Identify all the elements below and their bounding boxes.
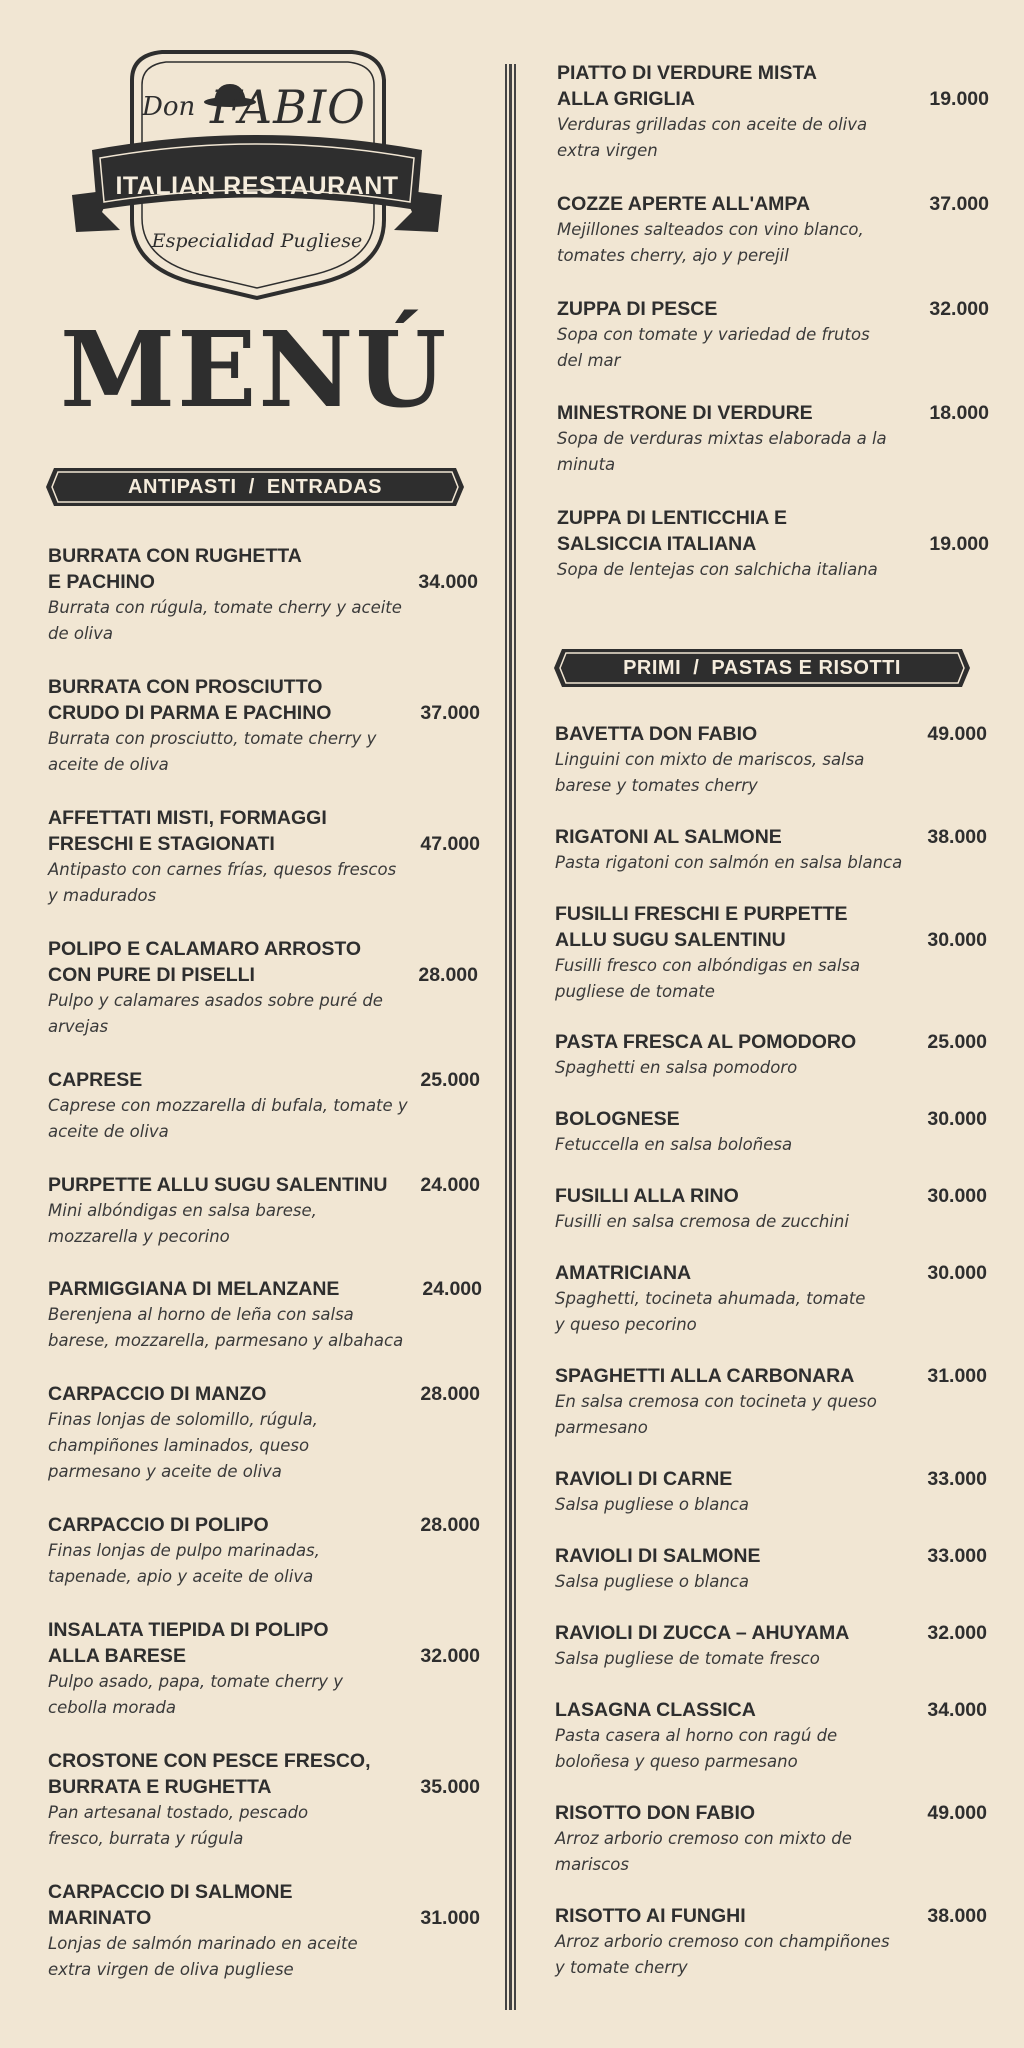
- menu-item: [555, 1363, 987, 1441]
- menu-item: [555, 1260, 987, 1338]
- item-price: 35.000: [420, 1776, 480, 1798]
- item-description: Sopa de lentejas con salchicha italiana: [557, 560, 878, 579]
- item-price: 31.000: [927, 1365, 987, 1387]
- item-name: PARMIGGIANA DI MELANZANE: [48, 1278, 340, 1300]
- item-price: 24.000: [422, 1278, 482, 1300]
- item-description: Burrata con rúgula, tomate cherry y aceite de oliva: [48, 598, 402, 643]
- item-name: ZUPPA DI LENTICCHIA E SALSICCIA ITALIANA: [557, 507, 788, 555]
- item-description: Arroz arborio cremoso con mixto de mariscos: [555, 1829, 852, 1874]
- menu-item: [48, 936, 478, 1040]
- item-name: CARPACCIO DI SALMONE MARINATO: [48, 1881, 293, 1929]
- item-description: Berenjena al horno de leña con salsa barese, mozzarella, parmesano y albahaca: [48, 1305, 404, 1350]
- item-price: 49.000: [927, 723, 987, 745]
- menu-item: [48, 1748, 480, 1852]
- item-name: RAVIOLI DI SALMONE: [555, 1545, 761, 1567]
- item-description: Linguini con mixto de mariscos, salsa barese y tomates cherry: [555, 750, 865, 795]
- item-price: 30.000: [927, 1108, 987, 1130]
- item-name: RIGATONI AL SALMONE: [555, 826, 782, 848]
- item-description: Sopa con tomate y variedad de frutos del mar: [557, 325, 870, 370]
- item-name: BOLOGNESE: [555, 1108, 680, 1130]
- item-description: Caprese con mozzarella di bufala, tomate y aceite de oliva: [48, 1096, 408, 1141]
- menu-item: [555, 1903, 987, 1981]
- section-header-primi: [552, 647, 972, 689]
- menu-item: [555, 1620, 987, 1672]
- item-description: Pulpo asado, papa, tomate cherry y cebolla morada: [48, 1672, 343, 1717]
- item-name: SPAGHETTI ALLA CARBONARA: [555, 1365, 855, 1387]
- brand-name: FABIO: [210, 80, 366, 134]
- brand-banner: ITALIAN RESTAURANT: [115, 172, 399, 200]
- item-name: PURPETTE ALLU SUGU SALENTINU: [48, 1174, 388, 1196]
- menu-item: [557, 400, 989, 478]
- item-price: 25.000: [927, 1031, 987, 1053]
- item-name: CARPACCIO DI MANZO: [48, 1383, 267, 1405]
- item-name: BAVETTA DON FABIO: [555, 723, 758, 745]
- menu-item: [555, 901, 987, 1005]
- item-name: CARPACCIO DI POLIPO: [48, 1514, 269, 1536]
- menu-item: [557, 505, 989, 583]
- item-price: 34.000: [927, 1699, 987, 1721]
- item-description: Fusilli en salsa cremosa de zucchini: [555, 1212, 849, 1231]
- section-title-primi: PRIMI / PASTAS E RISOTTI: [623, 656, 901, 679]
- item-price: 25.000: [420, 1069, 480, 1091]
- menu-item: [557, 296, 989, 374]
- menu-item: [555, 1800, 987, 1878]
- menu-item: [555, 1697, 987, 1775]
- menu-item: [48, 543, 478, 647]
- item-name: FUSILLI ALLA RINO: [555, 1185, 739, 1207]
- item-description: En salsa cremosa con tocineta y queso parmesano: [555, 1392, 877, 1437]
- item-name: CROSTONE CON PESCE FRESCO, BURRATA E RUGHETTA: [48, 1750, 371, 1798]
- item-price: 32.000: [420, 1645, 480, 1667]
- item-price: 19.000: [929, 88, 989, 110]
- item-name: RISOTTO AI FUNGHI: [555, 1905, 746, 1927]
- menu-item: [557, 191, 989, 269]
- menu-item: [48, 1512, 480, 1590]
- menu-item: [48, 1381, 480, 1485]
- item-name: RAVIOLI DI CARNE: [555, 1468, 733, 1490]
- item-description: Spaghetti en salsa pomodoro: [555, 1058, 798, 1077]
- item-description: Sopa de verduras mixtas elaborada a la minuta: [557, 429, 887, 474]
- brand-tagline: Especialidad Pugliese: [151, 230, 363, 252]
- item-description: Arroz arborio cremoso con champiñones y tomate cherry: [555, 1932, 890, 1977]
- item-price: 28.000: [418, 964, 478, 986]
- menu-item: [557, 60, 989, 164]
- menu-item: [555, 1466, 987, 1518]
- item-description: Fusilli fresco con albóndigas en salsa pugliese de tomate: [555, 956, 861, 1001]
- item-price: 30.000: [927, 929, 987, 951]
- item-name: COZZE APERTE ALL'AMPA: [557, 193, 811, 215]
- item-name: FUSILLI FRESCHI E PURPETTE ALLU SUGU SALENTINU: [555, 903, 848, 951]
- menu-item: [48, 674, 480, 778]
- item-description: Verduras grilladas con aceite de oliva extra virgen: [557, 115, 868, 160]
- item-name: BURRATA CON PROSCIUTTO CRUDO DI PARMA E PACHINO: [48, 676, 332, 724]
- item-name: AFFETTATI MISTI, FORMAGGI FRESCHI E STAGIONATI: [48, 807, 327, 855]
- item-name: ZUPPA DI PESCE: [557, 298, 718, 320]
- item-name: RAVIOLI DI ZUCCA – AHUYAMA: [555, 1622, 850, 1644]
- item-price: 38.000: [927, 1905, 987, 1927]
- item-description: Finas lonjas de pulpo marinadas, tapenade, apio y aceite de oliva: [48, 1541, 320, 1586]
- item-price: 24.000: [420, 1174, 480, 1196]
- item-price: 47.000: [420, 833, 480, 855]
- item-price: 28.000: [420, 1514, 480, 1536]
- item-price: 19.000: [929, 533, 989, 555]
- item-description: Pulpo y calamares asados sobre puré de arvejas: [48, 991, 383, 1036]
- menu-item: [48, 1879, 480, 1983]
- item-price: 32.000: [927, 1622, 987, 1644]
- item-price: 37.000: [929, 193, 989, 215]
- page-title-text: MENÚ: [60, 308, 449, 431]
- item-description: Mejillones salteados con vino blanco, tomates cherry, ajo y perejil: [557, 220, 864, 265]
- item-description: Salsa pugliese de tomate fresco: [555, 1649, 820, 1668]
- item-description: Spaghetti, tocineta ahumada, tomate y queso pecorino: [555, 1289, 866, 1334]
- item-description: Pan artesanal tostado, pescado fresco, burrata y rúgula: [48, 1803, 309, 1848]
- column-divider: [505, 64, 516, 2010]
- item-description: Antipasto con carnes frías, quesos frescos y madurados: [48, 860, 397, 905]
- menu-item: [48, 1067, 480, 1145]
- item-price: 18.000: [929, 402, 989, 424]
- item-price: 33.000: [927, 1545, 987, 1567]
- section-title-antipasti: ANTIPASTI / ENTRADAS: [128, 475, 382, 498]
- menu-item: [48, 1276, 482, 1354]
- item-price: 38.000: [927, 826, 987, 848]
- item-description: Salsa pugliese o blanca: [555, 1495, 749, 1514]
- item-price: 32.000: [929, 298, 989, 320]
- menu-item: [555, 721, 987, 799]
- menu-item: [48, 1617, 480, 1721]
- menu-item: [48, 805, 480, 909]
- item-description: Salsa pugliese o blanca: [555, 1572, 749, 1591]
- item-description: Pasta casera al horno con ragú de boloñesa y queso parmesano: [555, 1726, 838, 1771]
- page-title: [60, 308, 449, 431]
- section-header-antipasti: [44, 466, 466, 508]
- item-name: INSALATA TIEPIDA DI POLIPO ALLA BARESE: [48, 1619, 329, 1667]
- item-price: 30.000: [927, 1262, 987, 1284]
- item-price: 28.000: [420, 1383, 480, 1405]
- item-name: LASAGNA CLASSICA: [555, 1699, 756, 1721]
- item-name: POLIPO E CALAMARO ARROSTO CON PURE DI PISELLI: [48, 938, 362, 986]
- menu-item: [555, 1106, 987, 1158]
- item-description: Pasta rigatoni con salmón en salsa blanca: [555, 853, 903, 872]
- item-price: 49.000: [927, 1802, 987, 1824]
- item-description: Mini albóndigas en salsa barese, mozzarella y pecorino: [48, 1201, 317, 1246]
- menu-item: [555, 1183, 987, 1235]
- item-name: MINESTRONE DI VERDURE: [557, 402, 813, 424]
- menu-item: [555, 1029, 987, 1081]
- item-name: PASTA FRESCA AL POMODORO: [555, 1031, 857, 1053]
- menu-item: [555, 1543, 987, 1595]
- item-name: RISOTTO DON FABIO: [555, 1802, 756, 1824]
- item-price: 37.000: [420, 702, 480, 724]
- item-description: Fetuccella en salsa boloñesa: [555, 1135, 793, 1154]
- item-price: 31.000: [420, 1907, 480, 1929]
- item-price: 30.000: [927, 1185, 987, 1207]
- menu-item: [555, 824, 987, 876]
- restaurant-logo: [62, 40, 452, 310]
- menu-item: [48, 1172, 480, 1250]
- item-description: Finas lonjas de solomillo, rúgula, champiñones laminados, queso parmesano y aceite de oliva: [48, 1410, 318, 1481]
- brand-name-prefix: Don: [142, 92, 196, 122]
- item-price: 33.000: [927, 1468, 987, 1490]
- item-price: 34.000: [418, 571, 478, 593]
- item-name: CAPRESE: [48, 1069, 143, 1091]
- item-name: PIATTO DI VERDURE MISTA ALLA GRIGLIA: [557, 62, 818, 110]
- item-name: BURRATA CON RUGHETTA E PACHINO: [48, 545, 302, 593]
- item-name: AMATRICIANA: [555, 1262, 692, 1284]
- item-description: Lonjas de salmón marinado en aceite extra virgen de oliva pugliese: [48, 1934, 358, 1979]
- item-description: Burrata con prosciutto, tomate cherry y aceite de oliva: [48, 729, 377, 774]
